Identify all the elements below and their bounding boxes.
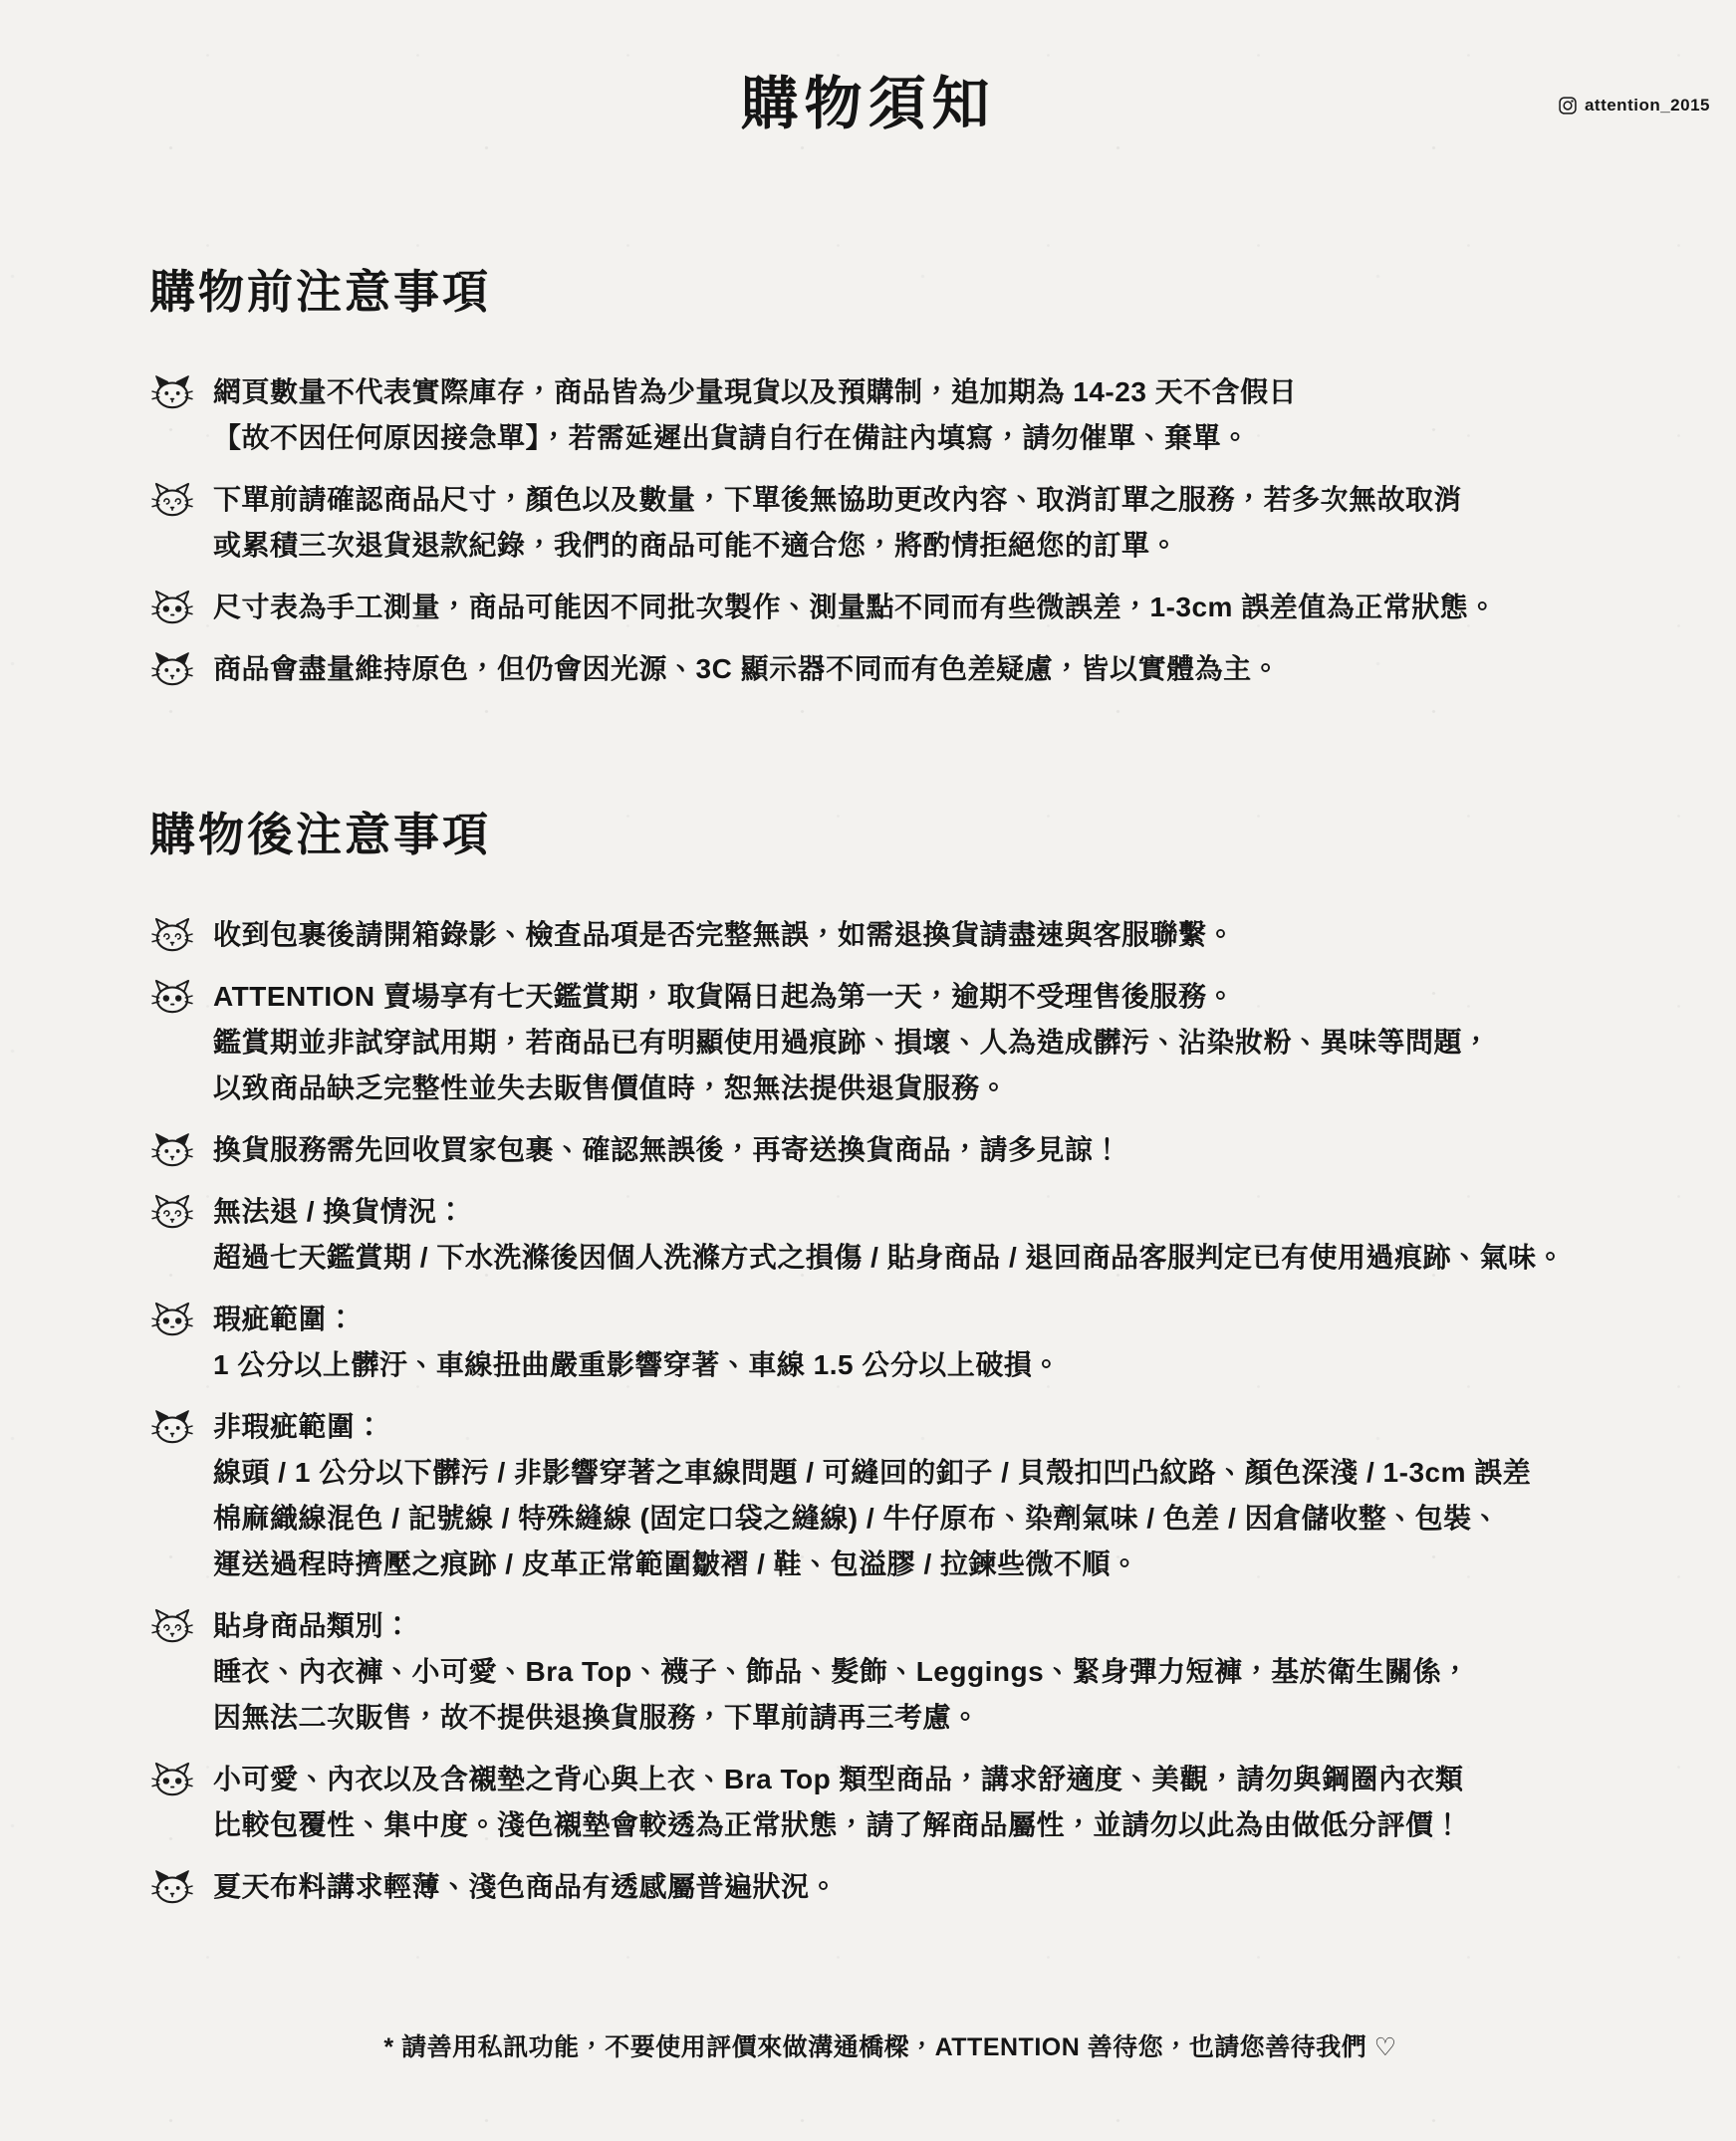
cat-face-icon — [149, 1189, 195, 1235]
notice-item — [149, 646, 1631, 692]
notice-line: 網頁數量不代表實際庫存，商品皆為少量現貨以及預購制，追加期為 14-23 天不含假日 — [213, 376, 1298, 407]
notice-items — [149, 912, 1631, 1910]
notice-line: 1 公分以上髒汙、車線扭曲嚴重影響穿著、車線 1.5 公分以上破損。 — [213, 1349, 1061, 1380]
notice-line: 以致商品缺乏完整性並失去販售價值時，恕無法提供退貨服務。 — [213, 1072, 1009, 1103]
notice-item — [149, 1603, 1631, 1741]
instagram-handle: attention_2015 — [1584, 96, 1710, 115]
notice-line: 夏天布料講求輕薄、淺色商品有透感屬普遍狀況。 — [213, 1871, 839, 1902]
notice-line: 因無法二次販售，故不提供退換貨服務，下單前請再三考慮。 — [213, 1702, 980, 1733]
notice-item — [149, 912, 1631, 958]
footer-note: * 請善用私訊功能，不要使用評價來做溝通橋樑，ATTENTION 善待您，也請您善待我們 ♡ — [383, 2033, 1397, 2061]
notice-content — [149, 264, 1631, 2063]
notice-line: 瑕疵範圍： — [213, 1304, 356, 1334]
cat-face-icon — [149, 1297, 195, 1342]
notice-line: 鑑賞期並非試穿試用期，若商品已有明顯使用過痕跡、損壞、人為造成髒污、沾染妝粉、異味等問題， — [213, 1027, 1491, 1058]
cat-face-icon — [149, 646, 195, 692]
notice-text — [213, 1189, 1565, 1281]
notice-text — [213, 585, 1497, 630]
notice-item — [149, 1864, 1631, 1910]
notice-text — [213, 1297, 1061, 1388]
section-heading: 購物前注意事項 — [149, 266, 491, 318]
cat-face-icon — [149, 1757, 195, 1802]
notice-line: 商品會盡量維持原色，但仍會因光源、3C 顯示器不同而有色差疑慮，皆以實體為主。 — [213, 653, 1281, 684]
notice-item — [149, 369, 1631, 461]
notice-line: ATTENTION 賣場享有七天鑑賞期，取貨隔日起為第一天，逾期不受理售後服務。 — [213, 981, 1235, 1012]
notice-text — [213, 1404, 1531, 1587]
notice-text — [213, 369, 1297, 461]
notice-item — [149, 1189, 1631, 1281]
notice-text — [213, 912, 1235, 958]
notice-line: 非瑕疵範圍： — [213, 1411, 384, 1442]
notice-item — [149, 1404, 1631, 1587]
instagram-credit — [1558, 96, 1710, 116]
notice-line: 無法退 / 換貨情況： — [213, 1196, 465, 1227]
notice-line: 棉麻織線混色 / 記號線 / 特殊縫線 (固定口袋之縫線) / 牛仔原布、染劑氣味 / 色差 / 因倉儲收整、包裝、 — [213, 1503, 1501, 1534]
notice-line: 超過七天鑑賞期 / 下水洗滌後因個人洗滌方式之損傷 / 貼身商品 / 退回商品客服判定已有使用過痕跡、氣味。 — [213, 1242, 1566, 1273]
notice-line: 運送過程時擠壓之痕跡 / 皮革正常範圍皺褶 / 鞋、包溢膠 / 拉鍊些微不順。 — [213, 1548, 1139, 1579]
notice-line: 小可愛、內衣以及含襯墊之背心與上衣、Bra Top 類型商品，講求舒適度、美觀，請勿與鋼圈內衣類 — [213, 1764, 1464, 1794]
page-title: 購物須知 — [740, 72, 996, 136]
notice-line: 比較包覆性、集中度。淺色襯墊會較透為正常狀態，請了解商品屬性，並請勿以此為由做低分評價！ — [213, 1809, 1463, 1840]
cat-face-icon — [149, 1603, 195, 1649]
notice-line: 線頭 / 1 公分以下髒污 / 非影響穿著之車線問題 / 可縫回的釦子 / 貝殼扣凹凸紋路、顏色深淺 / 1-3cm 誤差 — [213, 1457, 1532, 1488]
cat-face-icon — [149, 1404, 195, 1450]
notice-text — [213, 1603, 1470, 1741]
notice-text — [213, 646, 1280, 692]
notice-line: 換貨服務需先回收買家包裹、確認無誤後，再寄送換貨商品，請多見諒！ — [213, 1134, 1122, 1165]
notice-item — [149, 1297, 1631, 1388]
section-before-purchase — [149, 264, 1631, 692]
instagram-icon — [1558, 96, 1578, 116]
notice-item — [149, 585, 1631, 630]
cat-face-icon — [149, 477, 195, 523]
notice-item — [149, 477, 1631, 569]
notice-items — [149, 369, 1631, 692]
notice-line: 或累積三次退貨退款紀錄，我們的商品可能不適合您，將酌情拒絕您的訂單。 — [213, 530, 1179, 561]
notice-line: 【故不因任何原因接急單】，若需延遲出貨請自行在備註內填寫，請勿催單、棄單。 — [213, 422, 1250, 453]
notice-text — [213, 1757, 1464, 1848]
notice-text — [213, 477, 1462, 569]
notice-item — [149, 974, 1631, 1111]
notice-text — [213, 974, 1491, 1111]
section-heading: 購物後注意事項 — [149, 809, 491, 860]
section-after-purchase — [149, 807, 1631, 1910]
notice-item — [149, 1757, 1631, 1848]
notice-line: 睡衣、內衣褲、小可愛、Bra Top、襪子、飾品、髮飾、Leggings、緊身彈力短褲，基於衛生關係， — [213, 1656, 1470, 1687]
notice-text — [213, 1864, 838, 1910]
notice-item — [149, 1127, 1631, 1173]
cat-face-icon — [149, 1864, 195, 1910]
notice-line: 下單前請確認商品尺寸，顏色以及數量，下單後無協助更改內容、取消訂單之服務，若多次無故取消 — [213, 484, 1463, 515]
cat-face-icon — [149, 974, 195, 1020]
notice-line: 貼身商品類別： — [213, 1610, 412, 1641]
notice-line: 尺寸表為手工測量，商品可能因不同批次製作、測量點不同而有些微誤差，1-3cm 誤差值為正常狀態。 — [213, 592, 1497, 622]
cat-face-icon — [149, 912, 195, 958]
notice-line: 收到包裹後請開箱錄影、檢查品項是否完整無誤，如需退換貨請盡速與客服聯繫。 — [213, 919, 1236, 950]
cat-face-icon — [149, 585, 195, 630]
notice-text — [213, 1127, 1121, 1173]
cat-face-icon — [149, 369, 195, 415]
cat-face-icon — [149, 1127, 195, 1173]
